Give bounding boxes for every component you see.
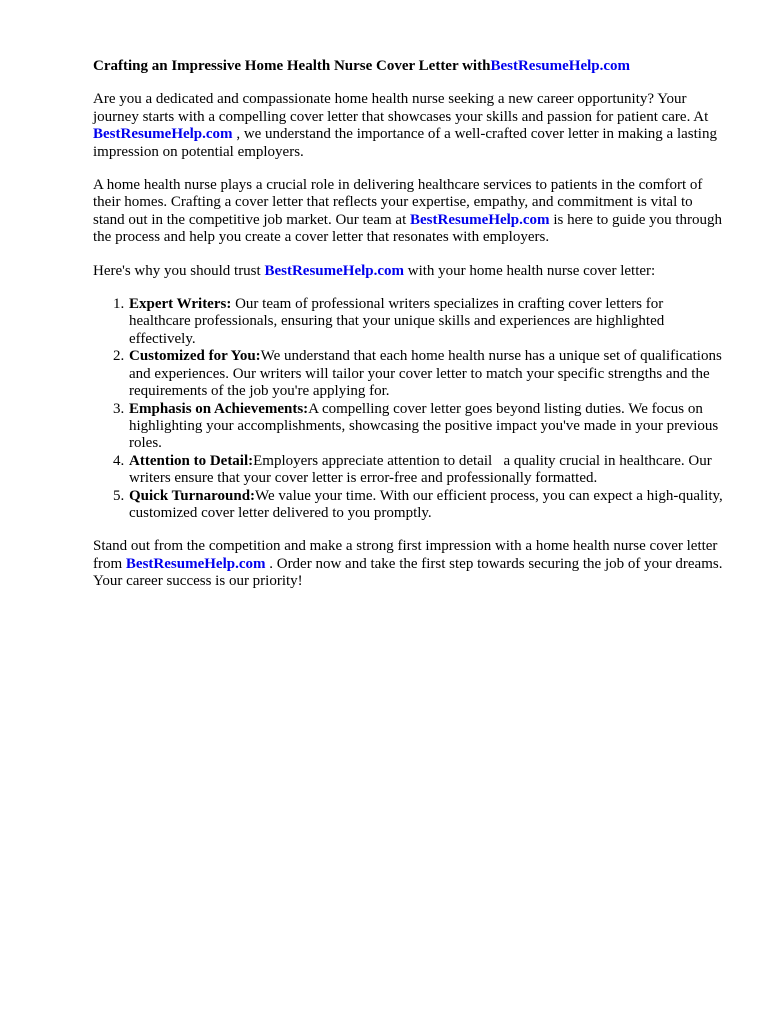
text-run: Employers appreciate attention to detail a quality crucial in healthcare. Our writers ensure that your cover letter is error-free and professionally formatted. — [129, 452, 712, 487]
text-run: A home health nurse plays a crucial role in delivering healthcare services to patients in the comfort of their homes. Crafting a cover letter that reflects your expertise, empathy, and commitment is vital to stand out in the competitive job market. Our team at — [93, 177, 703, 228]
benefits-list — [93, 296, 726, 522]
text-run: with your home health nurse cover letter: — [404, 262, 656, 279]
bestresumehelp-link[interactable]: BestResumeHelp.com — [490, 58, 631, 74]
bold-text-run: Quick Turnaround: — [129, 487, 256, 504]
paragraph — [93, 263, 726, 280]
page-title — [93, 58, 726, 75]
paragraph — [93, 538, 726, 590]
bestresumehelp-link[interactable]: BestResumeHelp.com — [264, 262, 405, 279]
text-run: Stand out from the competition and make a strong first impression with a home health nurse cover letter from — [93, 538, 718, 572]
benefits-list-item — [128, 401, 726, 453]
benefits-list-item — [128, 453, 726, 488]
bestresumehelp-link[interactable]: BestResumeHelp.com — [93, 126, 233, 143]
text-run: We value your time. With our efficient process, you can expect a high-quality, customized cover letter delivered to you promptly. — [129, 487, 723, 521]
benefits-list-item — [128, 296, 726, 348]
paragraph — [93, 91, 726, 161]
text-run: is here to guide you through the process and help you create a cover letter that resonates with employers. — [93, 211, 723, 246]
benefits-list-item — [128, 488, 726, 523]
text-run: We understand that each home health nurse has a unique set of qualifications and experiences. Our writers will tailor your cover letter to match your specific strengths and the requirements of the job you're applying for. — [129, 348, 722, 400]
bestresumehelp-link[interactable]: BestResumeHelp.com — [410, 211, 550, 228]
text-run: Are you a dedicated and compassionate home health nurse seeking a new career opportunity? Your journey starts with a compelling cover letter that showcases your skills and passion for patient care. At — [93, 91, 709, 125]
bold-text-run: Emphasis on Achievements: — [129, 400, 309, 417]
bold-text-run: Customized for You: — [129, 348, 261, 365]
paragraph — [93, 177, 726, 247]
text-run: Our team of professional writers specializes in crafting cover letters for healthcare professionals, ensuring that your unique skills and experiences are highlighted effectively. — [129, 296, 665, 347]
bold-text-run: Expert Writers: — [129, 296, 232, 313]
document-content — [93, 58, 726, 607]
text-run: Here's why you should trust — [93, 262, 265, 279]
bold-text-run: Attention to Detail: — [129, 452, 254, 469]
text-run: A compelling cover letter goes beyond listing duties. We focus on highlighting your accomplishments, showcasing the positive impact you've made in your previous roles. — [129, 400, 719, 452]
text-run: . Order now and take the first step towards securing the job of your dreams. Your career success is our priority! — [93, 555, 723, 590]
bold-text-run: Crafting an Impressive Home Health Nurse Cover Letter with — [93, 58, 491, 74]
text-run: , we understand the importance of a well-crafted cover letter in making a lasting impression on potential employers. — [93, 126, 717, 160]
benefits-list-item — [128, 348, 726, 400]
bestresumehelp-link[interactable]: BestResumeHelp.com — [125, 555, 266, 572]
